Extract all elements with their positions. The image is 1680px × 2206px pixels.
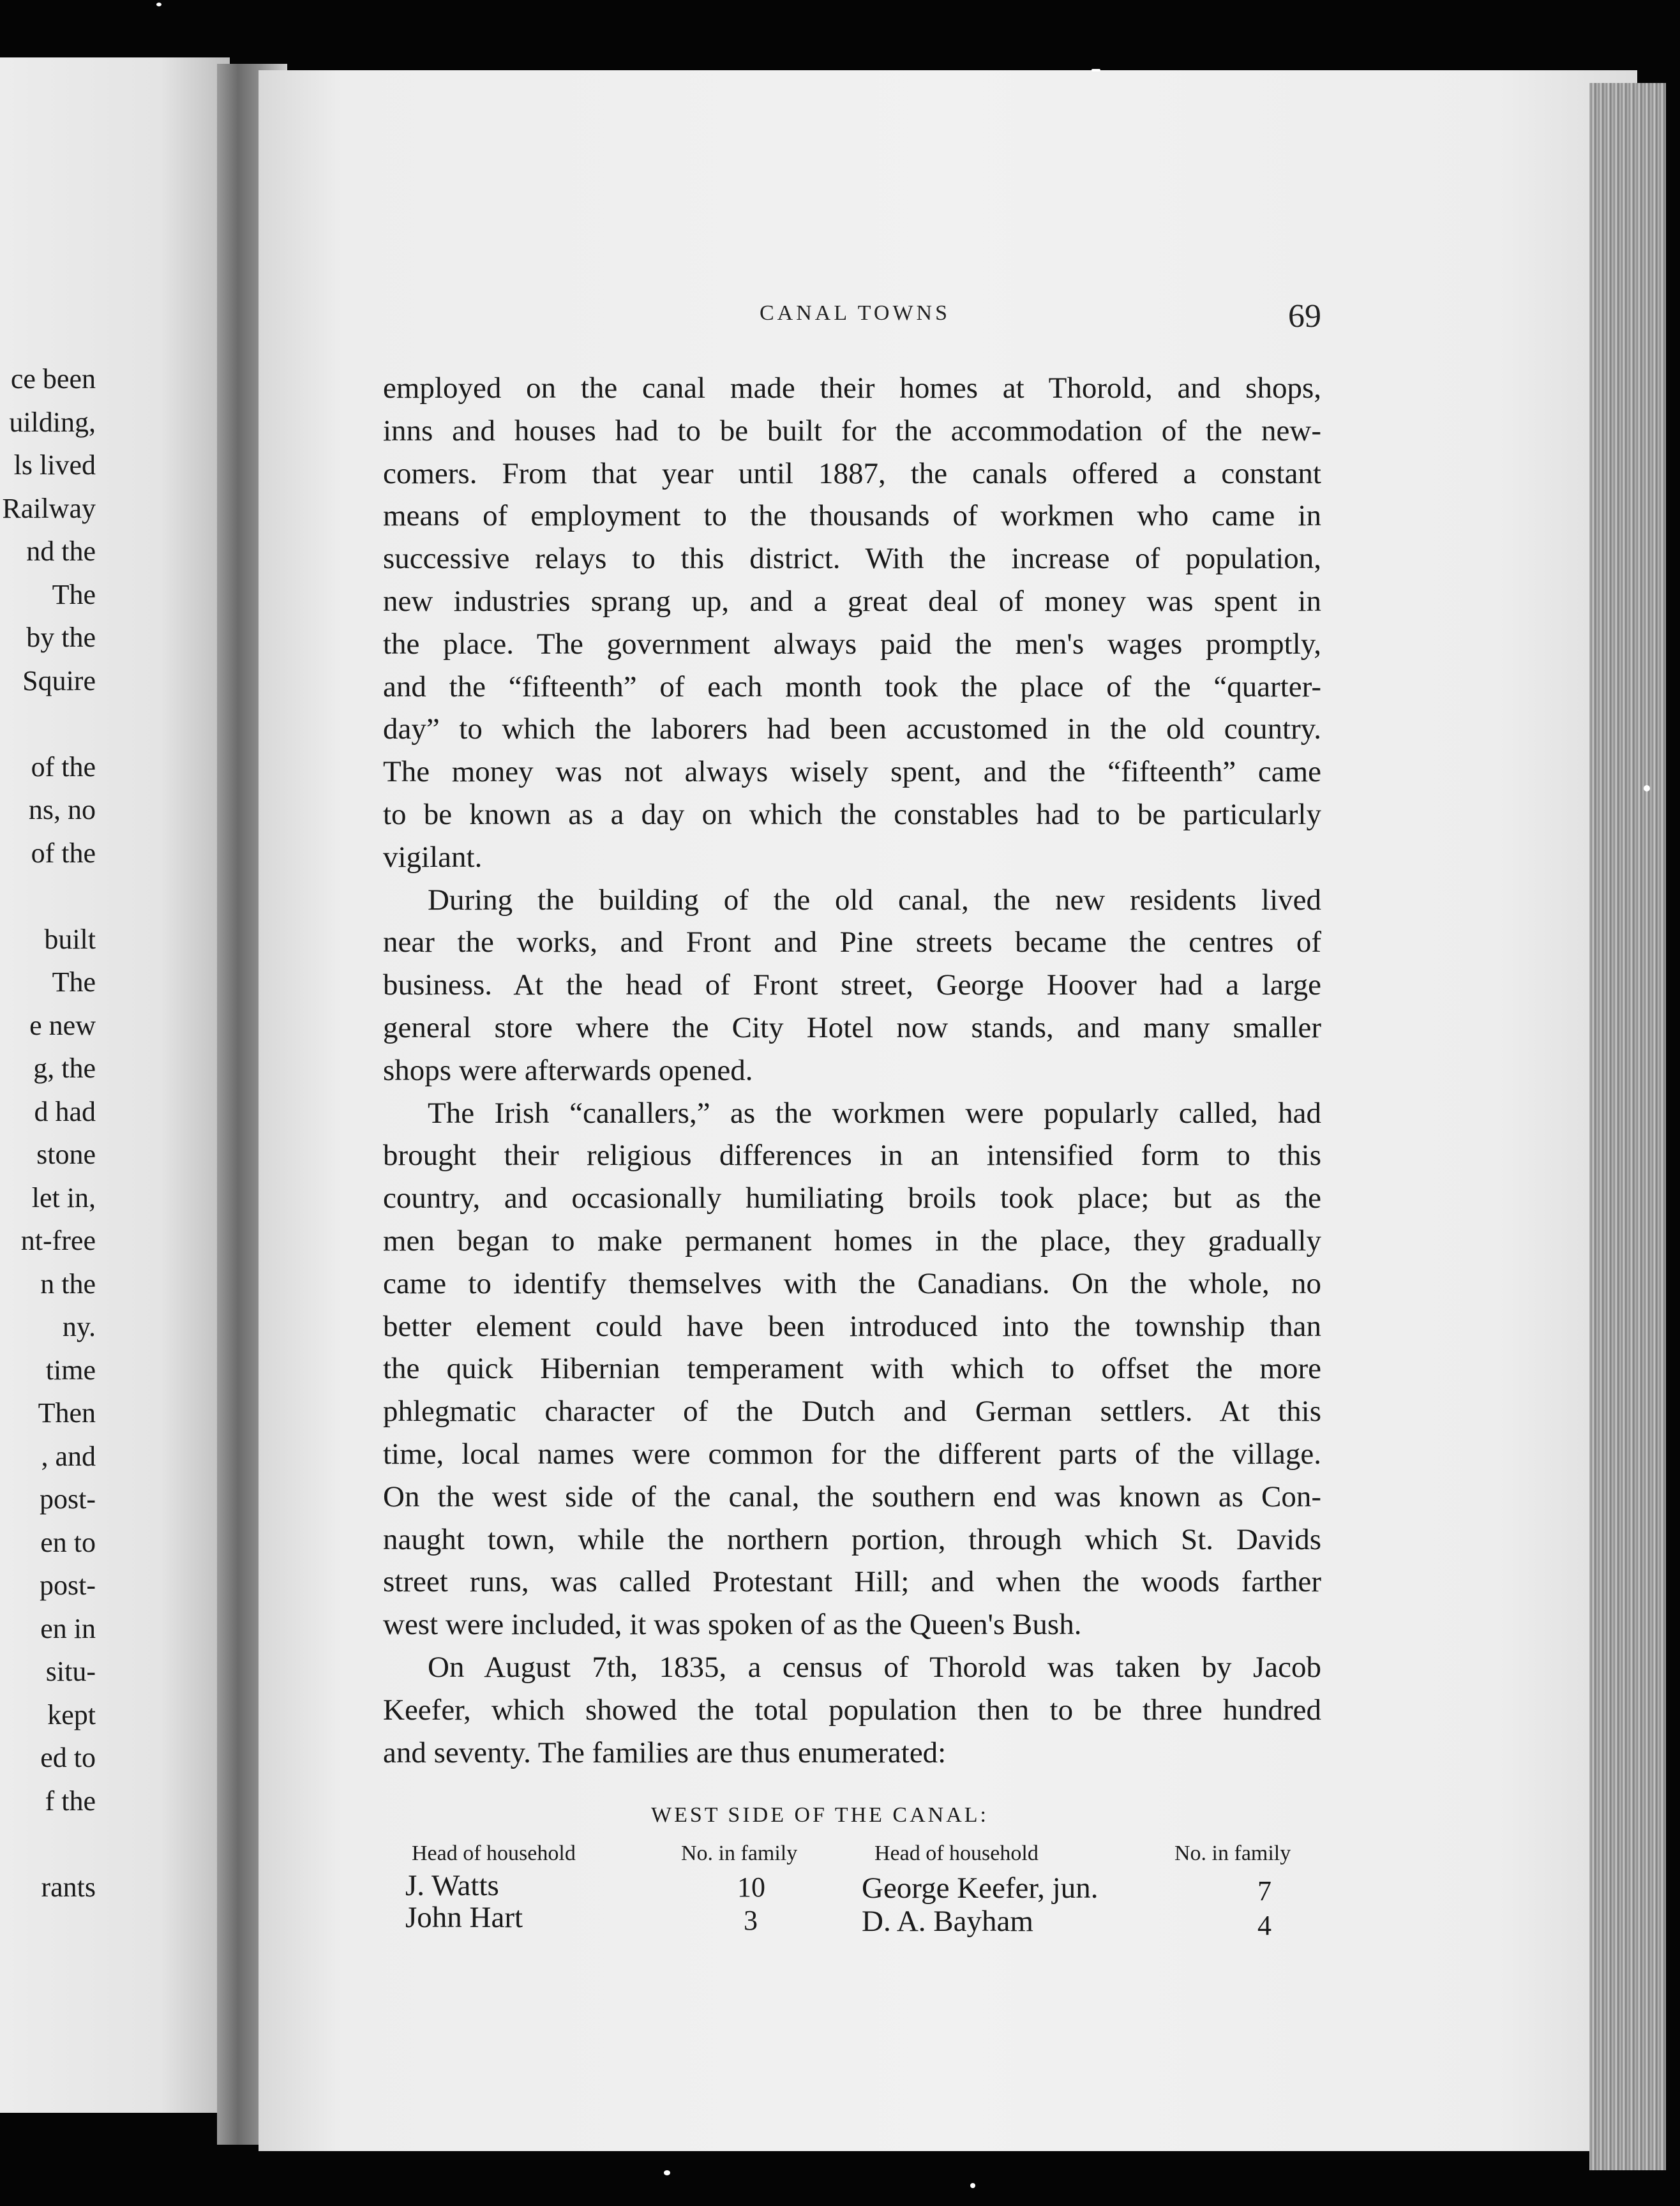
table-cell-count-3: 3: [744, 1905, 758, 1936]
left-page-text: [0, 57, 230, 2113]
scan-speck: [156, 3, 161, 6]
body-line: The Irish “canallers,” as the workmen were popularly called, had: [428, 1096, 1321, 1130]
left-page-line-fragment: built: [44, 923, 96, 955]
left-page-line-fragment: stone: [36, 1139, 96, 1170]
left-page-line-fragment: kept: [47, 1699, 96, 1730]
left-page-line-fragment: f the: [45, 1785, 96, 1817]
table-cell-head-2: George Keefer, jun.: [862, 1872, 1099, 1905]
body-line: employed on the canal made their homes at Thorold, and shops,: [383, 371, 1321, 405]
body-line: better element could have been introduced into the township than: [383, 1309, 1321, 1343]
body-line: On August 7th, 1835, a census of Thorold was taken by Jacob: [428, 1650, 1321, 1684]
left-page-line-fragment: Squire: [22, 664, 96, 696]
body-line: The money was not always wisely spent, and the “fifteenth” came: [383, 755, 1321, 789]
body-line: On the west side of the canal, the southern end was known as Con-: [383, 1480, 1321, 1513]
body-line: and seventy. The families are thus enumerated:: [383, 1736, 947, 1769]
body-line: means of employment to the thousands of workmen who came in: [383, 499, 1321, 533]
left-page-line-fragment: Then: [38, 1397, 96, 1429]
left-page-line-fragment: ls lived: [13, 449, 96, 481]
body-line: inns and houses had to be built for the accommodation of the new-: [383, 414, 1321, 447]
scan-speck: [664, 2170, 670, 2175]
left-page-line-fragment: nd the: [26, 536, 96, 567]
column-header-no-in-family-2: No. in family: [1174, 1842, 1291, 1865]
left-page: [0, 57, 230, 2113]
body-line: near the works, and Front and Pine streets became the centres of: [383, 926, 1321, 959]
left-page-line-fragment: Railway: [2, 492, 96, 524]
body-line: country, and occasionally humiliating broils took place; but as the: [383, 1182, 1321, 1215]
left-page-line-fragment: ed to: [40, 1742, 96, 1773]
left-page-line-fragment: let in,: [31, 1182, 96, 1213]
column-header-no-in-family-1: No. in family: [681, 1842, 798, 1865]
scan-speck: [1644, 785, 1650, 792]
body-line: new industries sprang up, and a great deal of money was spent in: [383, 584, 1321, 618]
left-page-line-fragment: The: [52, 966, 96, 998]
left-page-line-fragment: g, the: [33, 1053, 96, 1084]
scan-speck: [1091, 69, 1100, 71]
left-page-line-fragment: en to: [40, 1526, 96, 1558]
body-line: to be known as a day on which the constables had to be particularly: [383, 797, 1321, 831]
table-cell-count-4: 4: [1257, 1910, 1271, 1941]
left-page-line-fragment: of the: [31, 837, 96, 869]
left-page-line-fragment: ny.: [62, 1311, 96, 1342]
body-line: vigilant.: [383, 840, 483, 874]
page-number: 69: [1288, 298, 1321, 334]
body-line: street runs, was called Protestant Hill; and when the woods farther: [383, 1565, 1321, 1599]
left-page-line-fragment: en in: [40, 1612, 96, 1644]
body-line: business. At the head of Front street, George Hoover had a large: [383, 968, 1321, 1002]
left-page-line-fragment: The: [52, 578, 96, 610]
body-line: men began to make permanent homes in the place, they gradually: [383, 1224, 1321, 1257]
body-line: comers. From that year until 1887, the canals offered a constant: [383, 456, 1321, 490]
left-page-line-fragment: post-: [40, 1570, 96, 1601]
body-line: naught town, while the northern portion, through which St. Davids: [383, 1522, 1321, 1556]
left-page-line-fragment: of the: [31, 751, 96, 783]
left-page-line-fragment: nt-free: [20, 1225, 96, 1256]
left-page-line-fragment: post-: [40, 1483, 96, 1515]
body-line: and the “fifteenth” of each month took the place of the “quarter-: [383, 670, 1321, 703]
left-page-line-fragment: e new: [29, 1009, 96, 1041]
body-line: day” to which the laborers had been accustomed in the old country.: [383, 712, 1321, 746]
left-page-line-fragment: rants: [41, 1871, 96, 1903]
table-cell-head-4: D. A. Bayham: [862, 1905, 1033, 1938]
body-line: successive relays to this district. With the increase of population,: [383, 542, 1321, 576]
body-line: brought their religious differences in an intensified form to this: [383, 1139, 1321, 1173]
left-page-line-fragment: d had: [34, 1095, 96, 1127]
body-line: general store where the City Hotel now stands, and many smaller: [383, 1010, 1321, 1044]
left-page-line-fragment: ns, no: [28, 794, 96, 825]
census-table-title: WEST SIDE OF THE CANAL:: [651, 1803, 989, 1827]
left-page-line-fragment: ce been: [10, 363, 96, 394]
left-page-line-fragment: , and: [41, 1440, 96, 1472]
column-header-head-of-household-2: Head of household: [874, 1842, 1039, 1865]
table-cell-count-2: 7: [1257, 1875, 1271, 1907]
body-line: west were included, it was spoken of as the Queen's Bush.: [383, 1608, 1082, 1642]
left-page-line-fragment: time: [45, 1354, 96, 1386]
body-text: [383, 367, 1321, 1774]
page-edges: [1589, 83, 1666, 2170]
body-line: time, local names were common for the different parts of the village.: [383, 1437, 1321, 1471]
running-head: CANAL TOWNS: [760, 301, 950, 325]
body-line: Keefer, which showed the total population then to be three hundred: [383, 1693, 1321, 1727]
left-page-line-fragment: situ-: [45, 1656, 96, 1687]
body-line: shops were afterwards opened.: [383, 1053, 753, 1087]
table-cell-count-1: 10: [737, 1872, 765, 1903]
body-line: came to identify themselves with the Canadians. On the whole, no: [383, 1266, 1321, 1300]
scan-speck: [970, 2183, 975, 2188]
left-page-line-fragment: n the: [40, 1268, 96, 1300]
body-line: the place. The government always paid the men's wages promptly,: [383, 627, 1321, 661]
body-line: the quick Hibernian temperament with which to offset the more: [383, 1352, 1321, 1386]
body-line: phlegmatic character of the Dutch and German settlers. At this: [383, 1395, 1321, 1429]
table-cell-head-3: John Hart: [405, 1901, 523, 1934]
body-line: During the building of the old canal, the new residents lived: [428, 883, 1321, 917]
left-page-line-fragment: by the: [26, 622, 96, 653]
column-header-head-of-household-1: Head of household: [412, 1842, 576, 1865]
table-cell-head-1: J. Watts: [405, 1869, 499, 1902]
left-page-line-fragment: uilding,: [9, 406, 96, 438]
